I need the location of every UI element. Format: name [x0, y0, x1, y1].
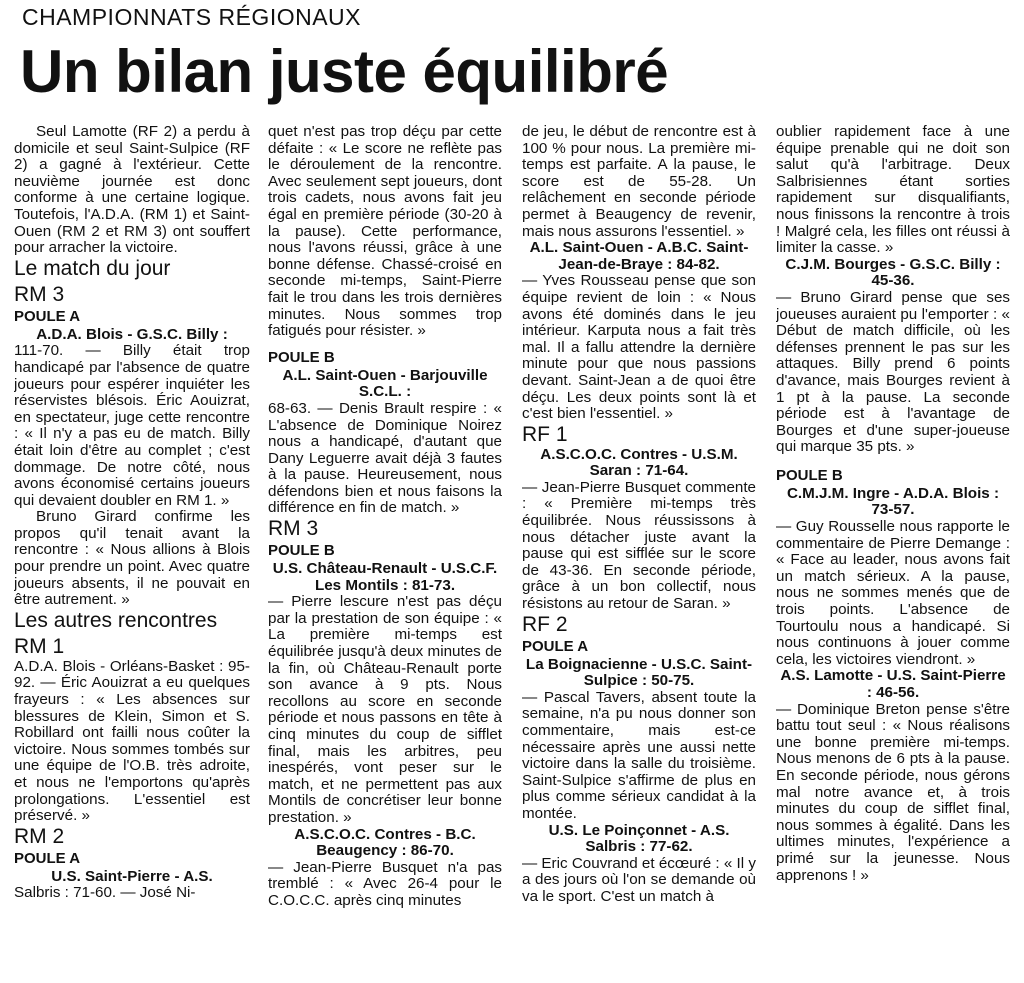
- match-report: — Pascal Tavers, absent toute la semaine, n'a pu nous donner son commentaire, mais est-ce nécessaire après une aussi nette victoire dans la salle du troisième. Saint-Sulpice s'affirme de plus en plus comme sérieux candidat à la montée.: [522, 688, 756, 822]
- match-report: — Pierre lescure n'est pas déçu par la prestation de son équipe : « La première mi-temps est équilibrée jusqu'à deux minutes de la fin, où Château-Renault porte son avance à 9 pts. Nous recollons au score en seconde période et nous passons en tête à cinq minutes du coup de sifflet final, mais les arbitres, peu inespérés, vont peser sur le match, et ne permettent pas aux Montils de concrétiser leur bonne prestation. »: [268, 593, 502, 826]
- match-heading: U.S. Le Poinçonnet - A.S. Salbris : 77-62.: [548, 821, 730, 856]
- division-heading-rf2: RF 2: [522, 612, 568, 636]
- section-heading-autres-rencontres: Les autres rencontres: [14, 608, 218, 632]
- match-heading: A.S. Lamotte - U.S. Saint-Pierre : 46-56.: [780, 667, 1006, 701]
- match-report: — Guy Rousselle nous rapporte le commentaire de Pierre Demange : « Face au leader, nous avons fait un match sérieux. A la pause, nous ne sommes menés que de trois points. L'absence de Tourtoulu nous a handicapé. Si nous continuons à jouer comme cela, les victoires viendront. »: [776, 518, 1010, 668]
- match-report: A.D.A. Blois - Orléans-Basket : 95-92. — Éric Aouizrat a eu quelques frayeurs : « Les absences sur blessures de Klein, Simon et S. Robillard ont failli nous coûter la victoire. Nous sommes tombés sur une équipe de l'O.B. très adroite, et nous ne l'emportons qu'après prolongations. L'essentiel est préservé. »: [14, 657, 250, 825]
- match-report: 111-70. — Billy était trop handicapé par l'absence de quatre joueurs pour espérer inquiéter les réservistes blésois. Éric Aouizrat, en spectateur, juge cette rencontre : « Il n'y a pas eu de match. Billy était loin d'être au complet ; c'est dommage. De notre côté, nous avons économisé certains joueurs qui devaient doubler en RM 1. »: [14, 342, 250, 509]
- column-1: [14, 124, 250, 979]
- poule-heading: POULE B: [268, 542, 335, 560]
- match-heading: A.L. Saint-Ouen - Barjouville S.C.L. :: [282, 366, 488, 401]
- match-report: — Yves Rousseau pense que son équipe revient de loin : « Nous avons été dominés dans le jeu intérieur. Karputa nous a fait très mal. Il a fallu attendre la dernière minute pour que nous passions devant. Saint-Jean a de quoi être déçu. Les deux points sont là et c'est bien l'essentiel. »: [522, 272, 756, 423]
- column-2: [268, 124, 502, 979]
- match-heading: La Boignacienne - U.S.C. Saint-Sulpice : 50-75.: [525, 655, 753, 690]
- division-heading-rm3: RM 3: [14, 282, 65, 306]
- match-report: — Jean-Pierre Busquet commente : « Première mi-temps très équilibrée. Nous réussissons à nous détacher juste avant la pause qui est sifflée sur le score de 43-36. En seconde période, grâce à un bon collectif, nous résistons au retour de Saran. »: [522, 478, 756, 613]
- match-heading: C.J.M. Bourges - G.S.C. Billy : 45-36.: [785, 255, 1001, 290]
- column-3: [522, 124, 756, 979]
- headline: Un bilan juste équilibré: [20, 38, 669, 105]
- division-heading-rm1: RM 1: [14, 634, 65, 658]
- section-heading-match-du-jour: Le match du jour: [14, 256, 171, 280]
- match-heading: C.M.J.M. Ingre - A.D.A. Blois : 73-57.: [786, 484, 1000, 519]
- match-report: — Jean-Pierre Busquet n'a pas tremblé : « Avec 26-4 pour le C.O.C.C. après cinq minutes: [268, 858, 502, 909]
- match-heading: A.L. Saint-Ouen - A.B.C. Saint-Jean-de-Braye : 84-82.: [529, 239, 749, 273]
- intro-paragraph: Seul Lamotte (RF 2) a perdu à domicile et seul Saint-Sulpice (RF 2) a gagné à l'extérieur. Cette neuvième journée est donc conforme à une certaine logique. Toutefois, l'A.D.A. (RM 1) et Saint-Ouen (RM 2 et RM 3) ont souffert pour arracher la victoire.: [14, 124, 250, 257]
- column-4: [776, 124, 1010, 979]
- match-heading: U.S. Château-Renault - U.S.C.F. Les Montils : 81-73.: [272, 560, 498, 594]
- match-report: oublier rapidement face à une équipe prenable qui ne doit son salut qu'à l'arbitrage. Deux Salbrisiennes étant sorties rapidement sur disqualifiants, nous finissons la rencontre à trois ! Malgré cela, les filles ont réussi à limiter la casse. »: [776, 124, 1010, 257]
- poule-heading: POULE A: [14, 849, 81, 867]
- match-report: Salbris : 71-60. — José Ni-: [14, 884, 196, 902]
- match-report: quet n'est pas trop déçu par cette défaite : « Le score ne reflète pas le déroulement de la rencontre. Avec seulement sept joueurs, dont trois cadets, nous avons fait jeu égal en première période (30-20 à la pause). Cette performance, nous l'avons réussi, grâce à une bonne défense. Chassé-croisé en seconde mi-temps, Saint-Pierre fait le trou dans les trois dernières minutes. Nous sommes trop fatigués pour résister. »: [268, 124, 502, 340]
- match-report: — Dominique Breton pense s'être battu tout seul : « Nous réalisons une bonne première mi-temps. Nous menons de 6 pts à la pause. En seconde période, nous gérons mal notre avance et, à trois minutes du coup de sifflet final, nous sommes à égalité. Dans les ultimes minutes, l'expérience a primé sur la jeunesse. Nous apprenons ! »: [776, 700, 1010, 884]
- match-report: Bruno Girard confirme les propos qu'il tenait avant la rencontre : « Nous allions à Blois pour prendre un point. Avec quatre joueurs absents, il ne pouvait en être autrement. »: [14, 508, 250, 609]
- match-report: de jeu, le début de rencontre est à 100 % pour nous. La première mi-temps est parfaite. A la pause, le score est de 55-28. Un relâchement en seconde période permet à Beaugency de revenir, mais nous assurons l'essentiel. »: [522, 124, 756, 240]
- poule-heading: POULE B: [776, 466, 843, 484]
- match-heading: A.S.C.O.C. Contres - B.C. Beaugency : 86-70.: [294, 825, 476, 860]
- poule-heading: POULE A: [14, 307, 81, 325]
- division-heading-rm3: RM 3: [268, 517, 319, 541]
- match-report: — Eric Couvrand et écœuré : « Il y a des jours où l'on se demande où va le sport. C'est un match à: [522, 854, 756, 905]
- poule-heading: POULE A: [522, 637, 589, 655]
- match-heading: U.S. Saint-Pierre - A.S.: [51, 867, 213, 885]
- match-heading: A.S.C.O.C. Contres - U.S.M. Saran : 71-64.: [540, 445, 738, 480]
- division-heading-rf1: RF 1: [522, 422, 568, 446]
- match-report: — Bruno Girard pense que ses joueuses auraient pu l'emporter : « Début de match difficile, où les défenses prennent le pas sur les attaques. Billy prend 6 points d'avance, mais Bourges revient à 1 pt à la pause. La seconde période est à l'avantage de Bourges et d'une super-joueuse qui marque 35 pts. »: [776, 288, 1010, 456]
- division-heading-rm2: RM 2: [14, 824, 65, 848]
- poule-heading: POULE B: [268, 348, 335, 366]
- match-report: 68-63. — Denis Brault respire : « L'absence de Dominique Noirez nous a handicapé, d'autant que Dany Leguerre avait déjà 3 fautes à la pause. Heureusement, nous défendons bien et nous faisons la différence en fin de match. »: [268, 399, 502, 517]
- match-heading: A.D.A. Blois - G.S.C. Billy :: [36, 325, 228, 343]
- section-kicker: CHAMPIONNATS RÉGIONAUX: [22, 4, 361, 30]
